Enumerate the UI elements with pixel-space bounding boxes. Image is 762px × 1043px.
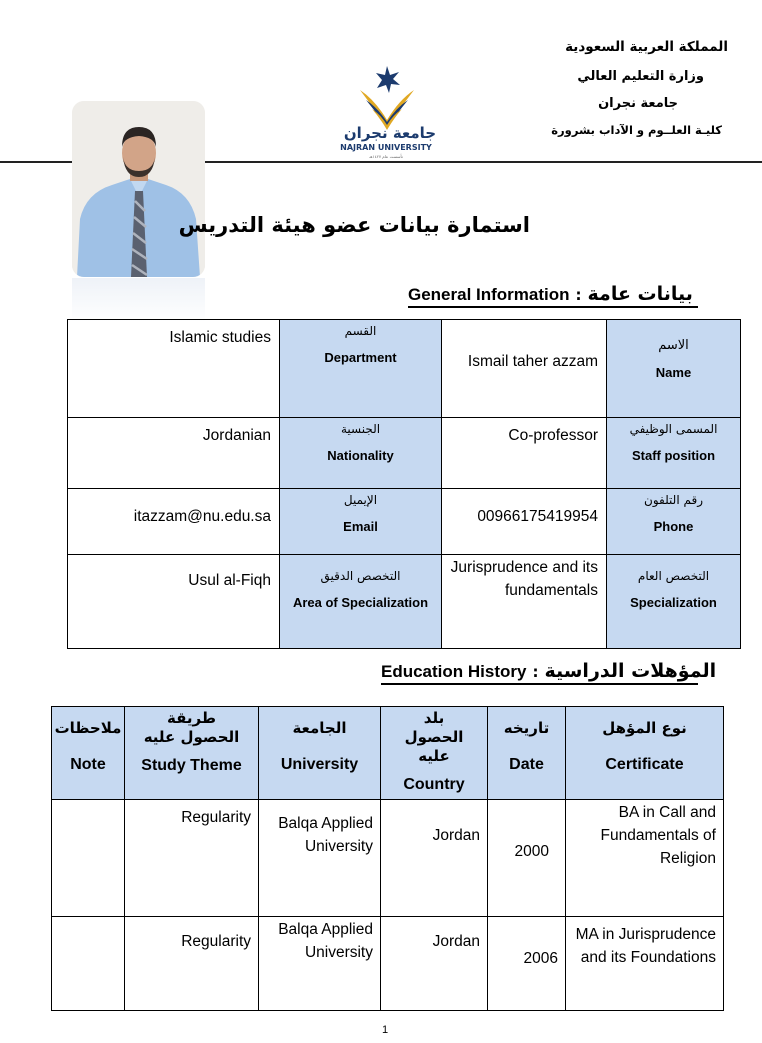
nationality-value: Jordanian (68, 418, 280, 489)
header-kingdom: المملكة العربية السعودية (565, 39, 728, 55)
education-certificate: MA in Jurisprudence and its Foundations (566, 917, 724, 1011)
phone-label-ar: رقم التلفون (644, 493, 703, 507)
logo-emblem-icon (330, 64, 450, 160)
header-certificate-en: Certificate (605, 756, 684, 773)
education-country: Jordan (381, 800, 488, 917)
education-university: Balqa Applied University (259, 800, 381, 917)
education-note (52, 917, 125, 1011)
education-date: 2006 (488, 917, 566, 1011)
general-row-email-phone (68, 489, 741, 555)
general-info-heading (408, 283, 698, 308)
education-title-ar: المؤهلات الدراسية (544, 660, 717, 682)
general-info-table (67, 319, 741, 649)
header-university (259, 707, 381, 800)
header-note-en: Note (70, 756, 106, 773)
header-note (52, 707, 125, 800)
general-info-title-en: General Information (408, 285, 570, 304)
education-study-theme: Regularity (125, 800, 259, 917)
logo-english-name: NAJRAN UNIVERSITY (340, 143, 432, 152)
header-study-theme-en: Study Theme (141, 757, 242, 774)
education-university: Balqa Applied University (259, 917, 381, 1011)
header-study-theme (125, 707, 259, 800)
area-of-specialization-label-ar: التخصص الدقيق (320, 569, 401, 583)
phone-label-en: Phone (653, 519, 694, 534)
general-info-title-ar: بيانات عامة (587, 283, 693, 305)
email-label-en: Email (343, 519, 378, 534)
specialization-value: Jurisprudence and its fundamentals (442, 555, 607, 649)
general-info-colon: : (575, 286, 582, 304)
area-of-specialization-value: Usul al-Fiqh (68, 555, 280, 649)
general-row-department-name (68, 320, 741, 418)
education-date: 2000 (488, 800, 566, 917)
area-of-specialization-label-en: Area of Specialization (292, 595, 429, 610)
department-label-en: Department (324, 350, 397, 365)
header-university: جامعة نجران (598, 96, 678, 111)
education-study-theme: Regularity (125, 917, 259, 1011)
nationality-label (280, 418, 442, 489)
header-university-en: University (280, 756, 359, 773)
education-certificate: BA in Call and Fundamentals of Religion (566, 800, 724, 917)
staff-position-label (607, 418, 741, 489)
profile-photo-reflection (72, 278, 205, 322)
specialization-label (607, 555, 741, 649)
education-country: Jordan (381, 917, 488, 1011)
header-date-en: Date (509, 756, 544, 773)
header-college: كليـة العلــوم و الآداب بشرورة (551, 123, 722, 137)
header-country (381, 707, 488, 800)
department-label (280, 320, 442, 418)
staff-position-value: Co-professor (442, 418, 607, 489)
header-ministry: وزارة التعليم العالي (577, 69, 704, 84)
email-label-ar: الإيميل (343, 493, 378, 507)
email-label (280, 489, 442, 555)
name-label-ar: الاسم (658, 338, 689, 353)
area-of-specialization-label (280, 555, 442, 649)
form-title: استمارة بيانات عضو هيئة التدريس (178, 213, 530, 237)
specialization-label-en: Specialization (630, 595, 717, 610)
education-colon: : (532, 663, 539, 681)
person-portrait-icon (72, 101, 205, 277)
name-label (607, 320, 741, 418)
logo-tagline: تأسست عام ١٤٢٧هـ (369, 154, 403, 159)
general-row-nationality-position (68, 418, 741, 489)
header-certificate (566, 707, 724, 800)
nationality-label-en: Nationality (327, 448, 394, 463)
education-row (52, 800, 724, 917)
staff-position-label-ar: المسمى الوظيفي (629, 422, 718, 436)
education-note (52, 800, 125, 917)
header-country-ar: بلد الحصول عليه (404, 709, 464, 765)
nationality-label-ar: الجنسية (340, 422, 381, 436)
staff-position-label-en: Staff position (631, 448, 716, 463)
page-number: 1 (382, 1024, 389, 1036)
header-note-ar: ملاحظات (54, 719, 122, 737)
email-value: itazzam@nu.edu.sa (68, 489, 280, 555)
logo-arabic-name: جامعة نجران (343, 124, 437, 142)
university-logo (330, 64, 450, 160)
general-row-specialization (68, 555, 741, 649)
header-date-ar: تاريخه (503, 719, 550, 737)
education-header-row (52, 707, 724, 800)
phone-label (607, 489, 741, 555)
header-certificate-ar: نوع المؤهل (602, 719, 687, 737)
education-row (52, 917, 724, 1011)
department-label-ar: القسم (344, 324, 377, 338)
profile-photo (72, 101, 205, 277)
department-value: Islamic studies (68, 320, 280, 418)
name-label-en: Name (655, 365, 692, 380)
header-country-en: Country (403, 776, 465, 793)
header-date (488, 707, 566, 800)
education-heading (381, 660, 717, 685)
specialization-label-ar: التخصص العام (637, 569, 710, 583)
name-value: Ismail taher azzam (442, 320, 607, 418)
header-study-theme-ar: طريقة الحصول عليه (143, 709, 240, 746)
education-table (51, 706, 724, 1011)
phone-value: 00966175419954 (442, 489, 607, 555)
header-university-ar: الجامعة (292, 719, 347, 737)
education-title-en: Education History (381, 662, 527, 681)
